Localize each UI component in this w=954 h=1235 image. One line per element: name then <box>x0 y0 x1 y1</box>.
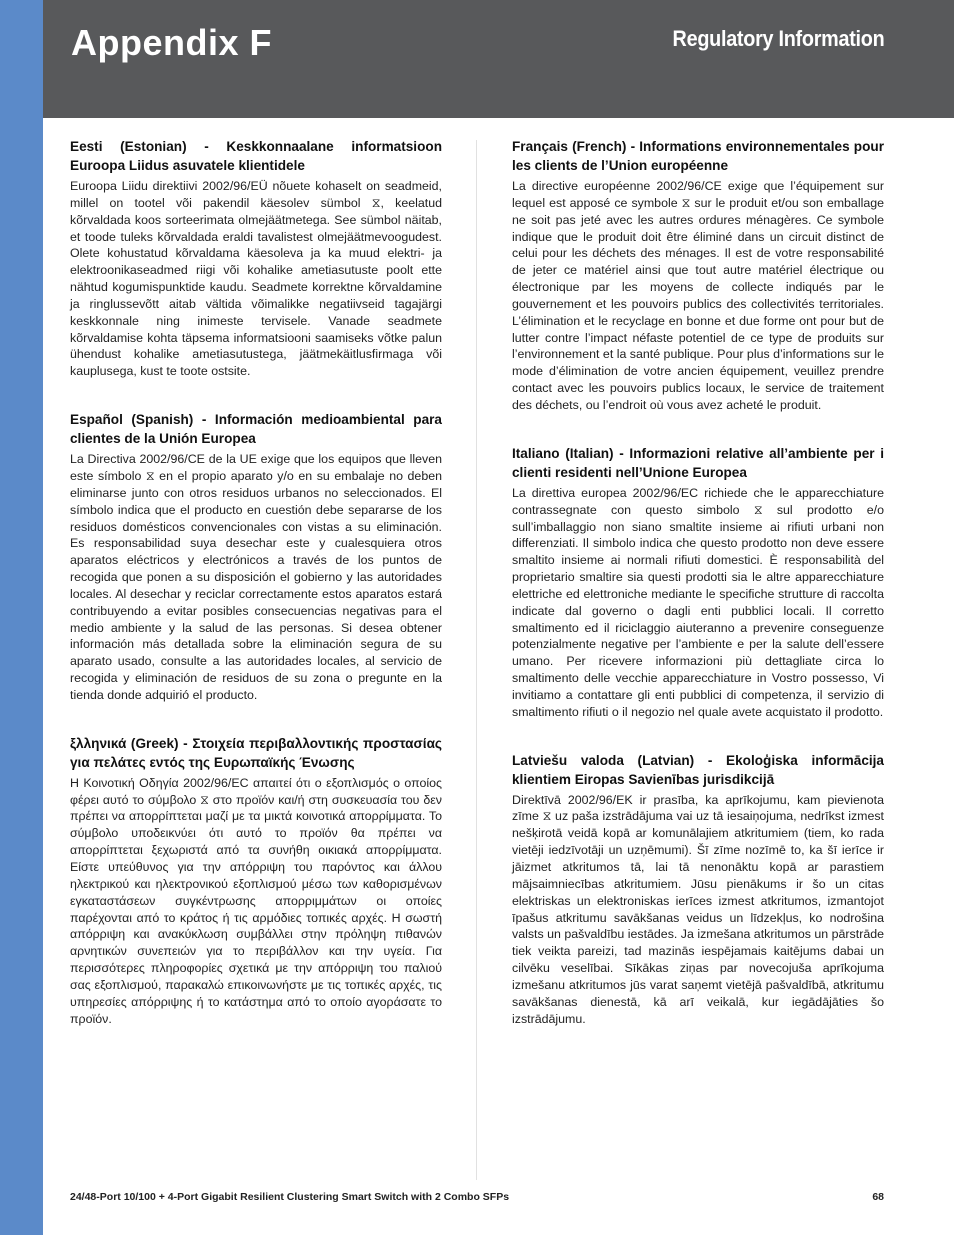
section-body: Euroopa Liidu direktiivi 2002/96/EÜ nõuete kohaselt on seadmeid, millel on tootel või pakendil käesolev sümbol ⧖, keelatud kõrvaldada koos sorteerimata olmejäätmetega. See sümbol näitab, et toode tuleks kõrvaldada eraldi tavalistest olmejäätmevoogudest. Olete kohustatud kõrvaldama käesoleva ja ka muud elektri- ja elektroonikaseadmed riigi või kohalike ametiasutuste poolt ette nähtud kogumispunktide kaudu. Seadmete korrektne kõrvaldamine ja ringlussevõtt aitab vältida võimalikke negatiivseid tagajärgi keskkonnale ning inimeste tervisele. Vanade seadmete kõrvaldamise kohta täpsema informatsiooni saamiseks võtke palun ühendust kohalike ametiasutustega, jäätmekäitlusfirmaga või kauplusega, kust te toote ostsite. <box>70 179 442 379</box>
section-greek <box>70 734 442 1028</box>
header-subtitle: Regulatory Information <box>672 26 884 51</box>
page-number: 68 <box>872 1191 884 1203</box>
page-header <box>43 0 954 118</box>
section-body: La Directiva 2002/96/CE de la UE exige que los equipos que lleven este símbolo ⧖ en el propio aparato y/o en su embalaje no deben eliminarse junto con otros residuos urbanos no seleccionados. El símbolo indica que el producto en cuestión debe separarse de los residuos domésticos convencionales con vistas a su eliminación. Es responsabilidad suya desechar este y cualesquiera otros aparatos eléctricos y electrónicos a través de los puntos de recogida que ponen a su disposición el gobierno y las autoridades locales. Al desechar y reciclar correctamente estos aparatos estará contribuyendo a evitar posibles consecuencias negativas para el medio ambiente y la salud de las personas. Si desea obtener información más detallada sobre la eliminación segura de su aparato usado, consulte a las autoridades locales, al servicio de recogida y eliminación de residuos de su zona o pregunte en la tienda donde adquirió el producto. <box>70 452 442 702</box>
section-estonian <box>70 137 442 380</box>
section-spanish <box>70 410 442 704</box>
right-column <box>512 137 884 1057</box>
section-body: La directive européenne 2002/96/CE exige que l’équipement sur lequel est apposé ce symbole ⧖ sur le produit et/ou son emballage ne soit pas jeté avec les autres ordures ménagères. Ce symbole indique que le produit doit être éliminé dans un circuit distinct de celui pour les déchets des ménages. Il est de votre responsabilité de jeter ce matériel ainsi que tout autre matériel électrique ou électronique par les moyens de collecte indiqués par le gouvernement et les pouvoirs publics des collectivités territoriales. L’élimination et le recyclage en bonne et due forme ont pour but de lutter contre l’impact néfaste potentiel de ce type de produits sur l’environnement et la santé publique. Pour plus d’informations sur le mode d’élimination de votre ancien équipement, veuillez prendre contact avec les pouvoirs publics locaux, le service de traitement des déchets, ou l’endroit où vous avez acheté le produit. <box>512 179 884 412</box>
left-column <box>70 137 442 1057</box>
section-heading: Eesti (Estonian) - Keskkonnaalane informatsioon Euroopa Liidus asuvatele klientidele <box>70 139 442 173</box>
appendix-title: Appendix F <box>71 22 272 63</box>
section-french <box>512 137 884 414</box>
section-italian <box>512 444 884 721</box>
section-latvian <box>512 751 884 1028</box>
footer-product-name: 24/48-Port 10/100 + 4-Port Gigabit Resilient Clustering Smart Switch with 2 Combo SFPs <box>70 1191 510 1203</box>
column-divider <box>476 140 477 1180</box>
section-heading: Español (Spanish) - Información medioambiental para clientes de la Unión Europea <box>70 412 442 447</box>
section-heading: Latviešu valoda (Latvian) - Ekoloģiska informācija klientiem Eiropas Savienības jurisdikcijā <box>512 752 884 787</box>
section-heading: Français (French) - Informations environnementales pour les clients de l’Union européenne <box>512 139 884 173</box>
section-heading: ξλληνικά (Greek) - Στοιχεία περιβαλλοντικής προστασίας για πελάτες εντός της Ευρωπαϊκής Ένωσης <box>70 735 442 770</box>
section-heading: Italiano (Italian) - Informazioni relative all’ambiente per i clienti residenti nell’Unione Europea <box>512 445 884 480</box>
section-body: La direttiva europea 2002/96/EC richiede che le apparecchiature contrassegnate con questo simbolo ⧖ sul prodotto e/o sull’imballaggio non siano smaltite insieme ai rifiuti urbani non differenziati. Il simbolo indica che questo prodotto non deve essere smaltito insieme ai normali rifiuti domestici. È responsabilità del proprietario smaltire sia questi prodotti sia le altre apparecchiature elettriche ed elettroniche mediante le specifiche strutture di raccolta indicate dal governo o dagli enti pubblici locali. Il corretto smaltimento ed il riciclaggio aiuteranno a prevenire conseguenze potenzialmente negative per l’ambiente e per la salute dell’essere umano. Per ricevere informazioni più dettagliate circa lo smaltimento delle vecchie apparecchiature in Vostro possesso, Vi invitiamo a contattare gli enti pubblici di competenza, il servizio di smaltimento rifiuti o il negozio nel quale avete acquistato il prodotto. <box>512 485 884 719</box>
left-accent-stripe <box>0 0 43 1235</box>
section-body: Η Κοινοτική Οδηγία 2002/96/EC απαιτεί ότι ο εξοπλισμός ο οποίος φέρει αυτό το σύμβολο ⧖ στο προϊόν και/ή στη συσκευασία του δεν πρέπει να απορρίπτεται μαζί με τα μικτά κοινοτικά απορρίμματα. Το σύμβολο υποδεικνύει ότι αυτό το προϊόν θα πρέπει να απορρίπτεται ξεχωριστά από τα συνήθη οικιακά απορρίμματα. Είστε υπεύθυνος για την απόρριψη του παρόντος και άλλου ηλεκτρικού και ηλεκτρονικού εξοπλισμού μέσω των καθορισμένων εγκαταστάσεων συγκέντρωσης απορριμμάτων οι οποίες παρέχονται από το κράτος ή τις αρμόδιες τοπικές αρχές. Η σωστή απόρριψη και ανακύκλωση συμβάλλει στην πρόληψη πιθανών αρνητικών συνεπειών για το περιβάλλον και την υγεία. Για περισσότερες πληροφορίες σχετικά με την απόρριψη του παλιού σας εξοπλισμού, παρακαλώ επικοινωνήστε με τις τοπικές αρχές, τις υπηρεσίες απόρριψης ή το κατάστημα από το οποίο αγοράσατε το προϊόν. <box>70 775 442 1026</box>
section-body: Direktīvā 2002/96/EK ir prasība, ka aprīkojumu, kam pievienota zīme ⧖ uz paša izstrādājuma vai uz tā iesaiņojuma, nedrīkst izmest nešķirotā veidā kopā ar komunālajiem atkritumiem (tiem, ko rada vietēji iedzīvotāji un uzņēmumi). Šī zīme nozīmē to, ka šī ierīce ir jāizmet atkritumos tā, lai tā nenonāktu kopā ar parastiem mājsaimniecības atkritumiem. Jūsu pienākums ir šo un citas elektriskas un elektroniskas ierīces izmest atkritumos, izmantojot īpašus atkritumu savākšanas veidus un līdzekļus, ko nodrošina valsts un pašvaldību iestādes. Ja izmešana atkritumos un pārstrāde tiek veikta pareizi, tad mazinās iespējamais kaitējums dabai un cilvēku veselībai. Sīkākas ziņas par novecojuša aprīkojuma izmešanu atkritumos jūs varat saņemt vietējā pašvaldībā, atkritumu savākšanas dienestā, kā arī veikalā, kur iegādājāties šo izstrādājumu. <box>512 792 884 1026</box>
